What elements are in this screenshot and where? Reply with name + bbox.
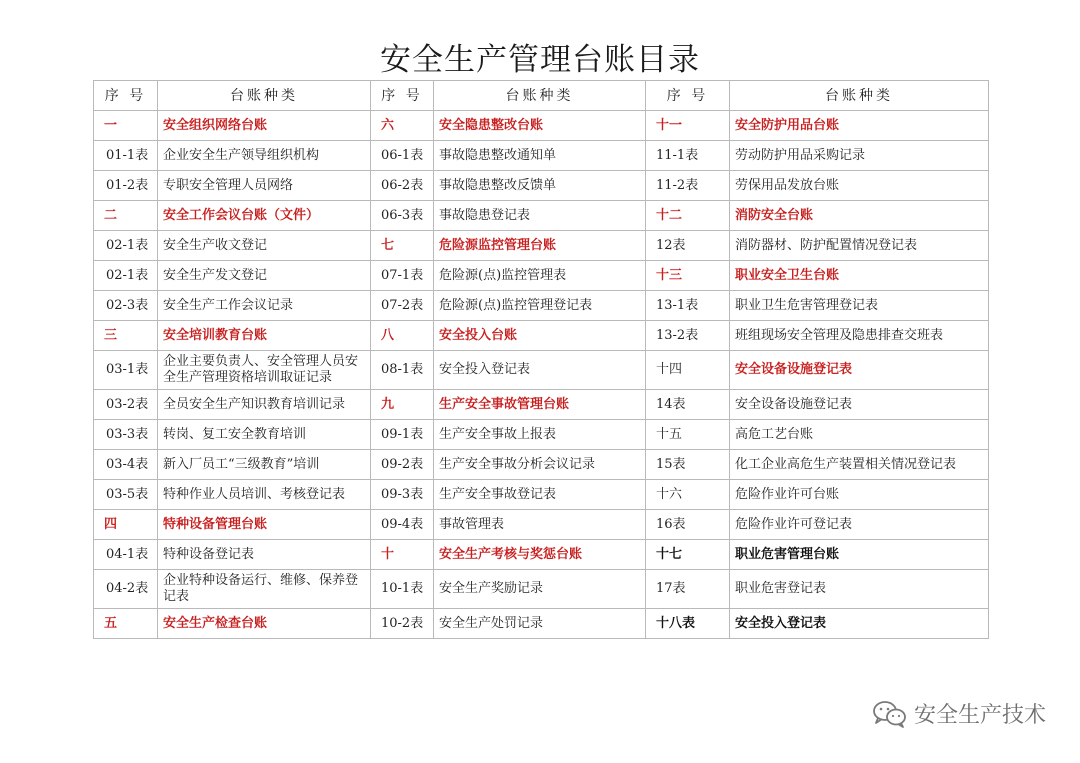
- table-row: [94, 201, 989, 231]
- cell-category-1: 安全工作会议台账（文件）: [158, 201, 371, 231]
- table-row: [94, 261, 989, 291]
- cell-category-1: 安全培训教育台账: [158, 321, 371, 351]
- cell-seq-3: 十七: [646, 540, 730, 570]
- cell-seq-3: 12表: [646, 231, 730, 261]
- cell-seq-2: 09-3表: [371, 480, 434, 510]
- cell-seq-1: 04-1表: [94, 540, 158, 570]
- cell-seq-3: 17表: [646, 570, 730, 609]
- cell-category-2: 安全生产处罚记录: [434, 609, 646, 639]
- table-row: [94, 291, 989, 321]
- cell-seq-1: 01-1表: [94, 141, 158, 171]
- table-row: [94, 141, 989, 171]
- table-row: [94, 351, 989, 390]
- table-row: [94, 111, 989, 141]
- cell-seq-2: 06-2表: [371, 171, 434, 201]
- cell-seq-1: 一: [94, 111, 158, 141]
- cell-seq-2: 八: [371, 321, 434, 351]
- cell-category-1: 安全生产收文登记: [158, 231, 371, 261]
- cell-seq-2: 六: [371, 111, 434, 141]
- cell-category-2: 生产安全事故上报表: [434, 420, 646, 450]
- header-category-3: 台账种类: [730, 81, 989, 111]
- cell-category-3: 消防安全台账: [730, 201, 989, 231]
- document-title: 安全生产管理台账目录: [380, 42, 700, 78]
- header-seq-1: 序 号: [94, 81, 158, 111]
- cell-category-3: 职业安全卫生台账: [730, 261, 989, 291]
- cell-seq-1: 五: [94, 609, 158, 639]
- cell-category-2: 安全投入台账: [434, 321, 646, 351]
- cell-category-2: 事故管理表: [434, 510, 646, 540]
- cell-seq-3: 13-1表: [646, 291, 730, 321]
- cell-category-1: 安全生产发文登记: [158, 261, 371, 291]
- cell-category-3: 危险作业许可登记表: [730, 510, 989, 540]
- cell-category-2: 安全投入登记表: [434, 351, 646, 390]
- header-category-1: 台账种类: [158, 81, 371, 111]
- cell-seq-1: 03-4表: [94, 450, 158, 480]
- cell-category-1: 安全组织网络台账: [158, 111, 371, 141]
- table-row: [94, 171, 989, 201]
- cell-category-3: 劳保用品发放台账: [730, 171, 989, 201]
- cell-category-3: 职业卫生危害管理登记表: [730, 291, 989, 321]
- cell-seq-2: 09-2表: [371, 450, 434, 480]
- cell-seq-2: 九: [371, 390, 434, 420]
- wechat-icon: [872, 700, 908, 728]
- cell-seq-1: 03-5表: [94, 480, 158, 510]
- cell-seq-2: 十: [371, 540, 434, 570]
- cell-category-3: 消防器材、防护配置情况登记表: [730, 231, 989, 261]
- ledger-table: [93, 80, 989, 639]
- table-header-row: [94, 81, 989, 111]
- cell-category-2: 生产安全事故管理台账: [434, 390, 646, 420]
- header-seq-2: 序 号: [371, 81, 434, 111]
- cell-category-3: 劳动防护用品采购记录: [730, 141, 989, 171]
- cell-seq-1: 02-1表: [94, 231, 158, 261]
- cell-category-1: 新入厂员工“三级教育”培训: [158, 450, 371, 480]
- cell-category-3: 职业危害登记表: [730, 570, 989, 609]
- cell-seq-3: 十五: [646, 420, 730, 450]
- cell-seq-1: 二: [94, 201, 158, 231]
- cell-category-3: 安全设备设施登记表: [730, 351, 989, 390]
- cell-category-3: 安全设备设施登记表: [730, 390, 989, 420]
- cell-category-3: 化工企业高危生产装置相关情况登记表: [730, 450, 989, 480]
- cell-seq-3: 十八表: [646, 609, 730, 639]
- watermark-text: 安全生产技术: [913, 703, 1046, 728]
- cell-category-2: 安全隐患整改台账: [434, 111, 646, 141]
- cell-category-1: 特种设备登记表: [158, 540, 371, 570]
- table-row: [94, 231, 989, 261]
- cell-seq-2: 09-1表: [371, 420, 434, 450]
- cell-seq-1: 四: [94, 510, 158, 540]
- cell-seq-2: 10-1表: [371, 570, 434, 609]
- cell-seq-3: 11-2表: [646, 171, 730, 201]
- table-row: [94, 480, 989, 510]
- table-row: [94, 570, 989, 609]
- cell-category-1: 安全生产检查台账: [158, 609, 371, 639]
- cell-category-1: 安全生产工作会议记录: [158, 291, 371, 321]
- cell-seq-3: 11-1表: [646, 141, 730, 171]
- cell-seq-1: 03-2表: [94, 390, 158, 420]
- cell-category-3: 班组现场安全管理及隐患排查交班表: [730, 321, 989, 351]
- watermark: [872, 698, 1046, 729]
- cell-category-3: 职业危害管理台账: [730, 540, 989, 570]
- cell-category-2: 生产安全事故登记表: [434, 480, 646, 510]
- cell-category-2: 危险源(点)监控管理表: [434, 261, 646, 291]
- cell-seq-3: 十二: [646, 201, 730, 231]
- cell-category-1: 转岗、复工安全教育培训: [158, 420, 371, 450]
- cell-seq-3: 15表: [646, 450, 730, 480]
- cell-category-3: 高危工艺台账: [730, 420, 989, 450]
- cell-category-2: 危险源(点)监控管理登记表: [434, 291, 646, 321]
- table-row: [94, 510, 989, 540]
- cell-category-2: 危险源监控管理台账: [434, 231, 646, 261]
- cell-seq-2: 09-4表: [371, 510, 434, 540]
- cell-seq-3: 十四: [646, 351, 730, 390]
- table-row: [94, 420, 989, 450]
- cell-category-2: 事故隐患整改反馈单: [434, 171, 646, 201]
- table-body: [94, 111, 989, 639]
- cell-seq-3: 十一: [646, 111, 730, 141]
- cell-category-2: 安全生产考核与奖惩台账: [434, 540, 646, 570]
- table-row: [94, 450, 989, 480]
- cell-seq-2: 07-2表: [371, 291, 434, 321]
- cell-seq-3: 十六: [646, 480, 730, 510]
- cell-seq-3: 13-2表: [646, 321, 730, 351]
- cell-seq-3: 16表: [646, 510, 730, 540]
- cell-seq-2: 07-1表: [371, 261, 434, 291]
- cell-seq-2: 06-1表: [371, 141, 434, 171]
- cell-category-2: 事故隐患登记表: [434, 201, 646, 231]
- header-category-2: 台账种类: [434, 81, 646, 111]
- cell-seq-1: 三: [94, 321, 158, 351]
- cell-seq-2: 七: [371, 231, 434, 261]
- cell-category-1: 专职安全管理人员网络: [158, 171, 371, 201]
- cell-seq-2: 06-3表: [371, 201, 434, 231]
- cell-seq-3: 十三: [646, 261, 730, 291]
- cell-seq-1: 02-1表: [94, 261, 158, 291]
- cell-category-3: 危险作业许可台账: [730, 480, 989, 510]
- cell-category-3: 安全投入登记表: [730, 609, 989, 639]
- cell-category-2: 事故隐患整改通知单: [434, 141, 646, 171]
- cell-category-1: 特种作业人员培训、考核登记表: [158, 480, 371, 510]
- cell-seq-3: 14表: [646, 390, 730, 420]
- cell-seq-2: 10-2表: [371, 609, 434, 639]
- cell-category-1: 全员安全生产知识教育培训记录: [158, 390, 371, 420]
- cell-category-1: 企业特种设备运行、维修、保养登记表: [158, 570, 371, 609]
- cell-seq-1: 04-2表: [94, 570, 158, 609]
- cell-seq-2: 08-1表: [371, 351, 434, 390]
- cell-category-1: 特种设备管理台账: [158, 510, 371, 540]
- cell-seq-1: 03-3表: [94, 420, 158, 450]
- cell-seq-1: 01-2表: [94, 171, 158, 201]
- cell-category-1: 企业主要负责人、安全管理人员安全生产管理资格培训取证记录: [158, 351, 371, 390]
- cell-category-3: 安全防护用品台账: [730, 111, 989, 141]
- cell-seq-1: 03-1表: [94, 351, 158, 390]
- table-row: [94, 540, 989, 570]
- cell-category-2: 生产安全事故分析会议记录: [434, 450, 646, 480]
- cell-category-1: 企业安全生产领导组织机构: [158, 141, 371, 171]
- cell-category-2: 安全生产奖励记录: [434, 570, 646, 609]
- header-seq-3: 序 号: [646, 81, 730, 111]
- table-row: [94, 321, 989, 351]
- table-row: [94, 609, 989, 639]
- cell-seq-1: 02-3表: [94, 291, 158, 321]
- table-row: [94, 390, 989, 420]
